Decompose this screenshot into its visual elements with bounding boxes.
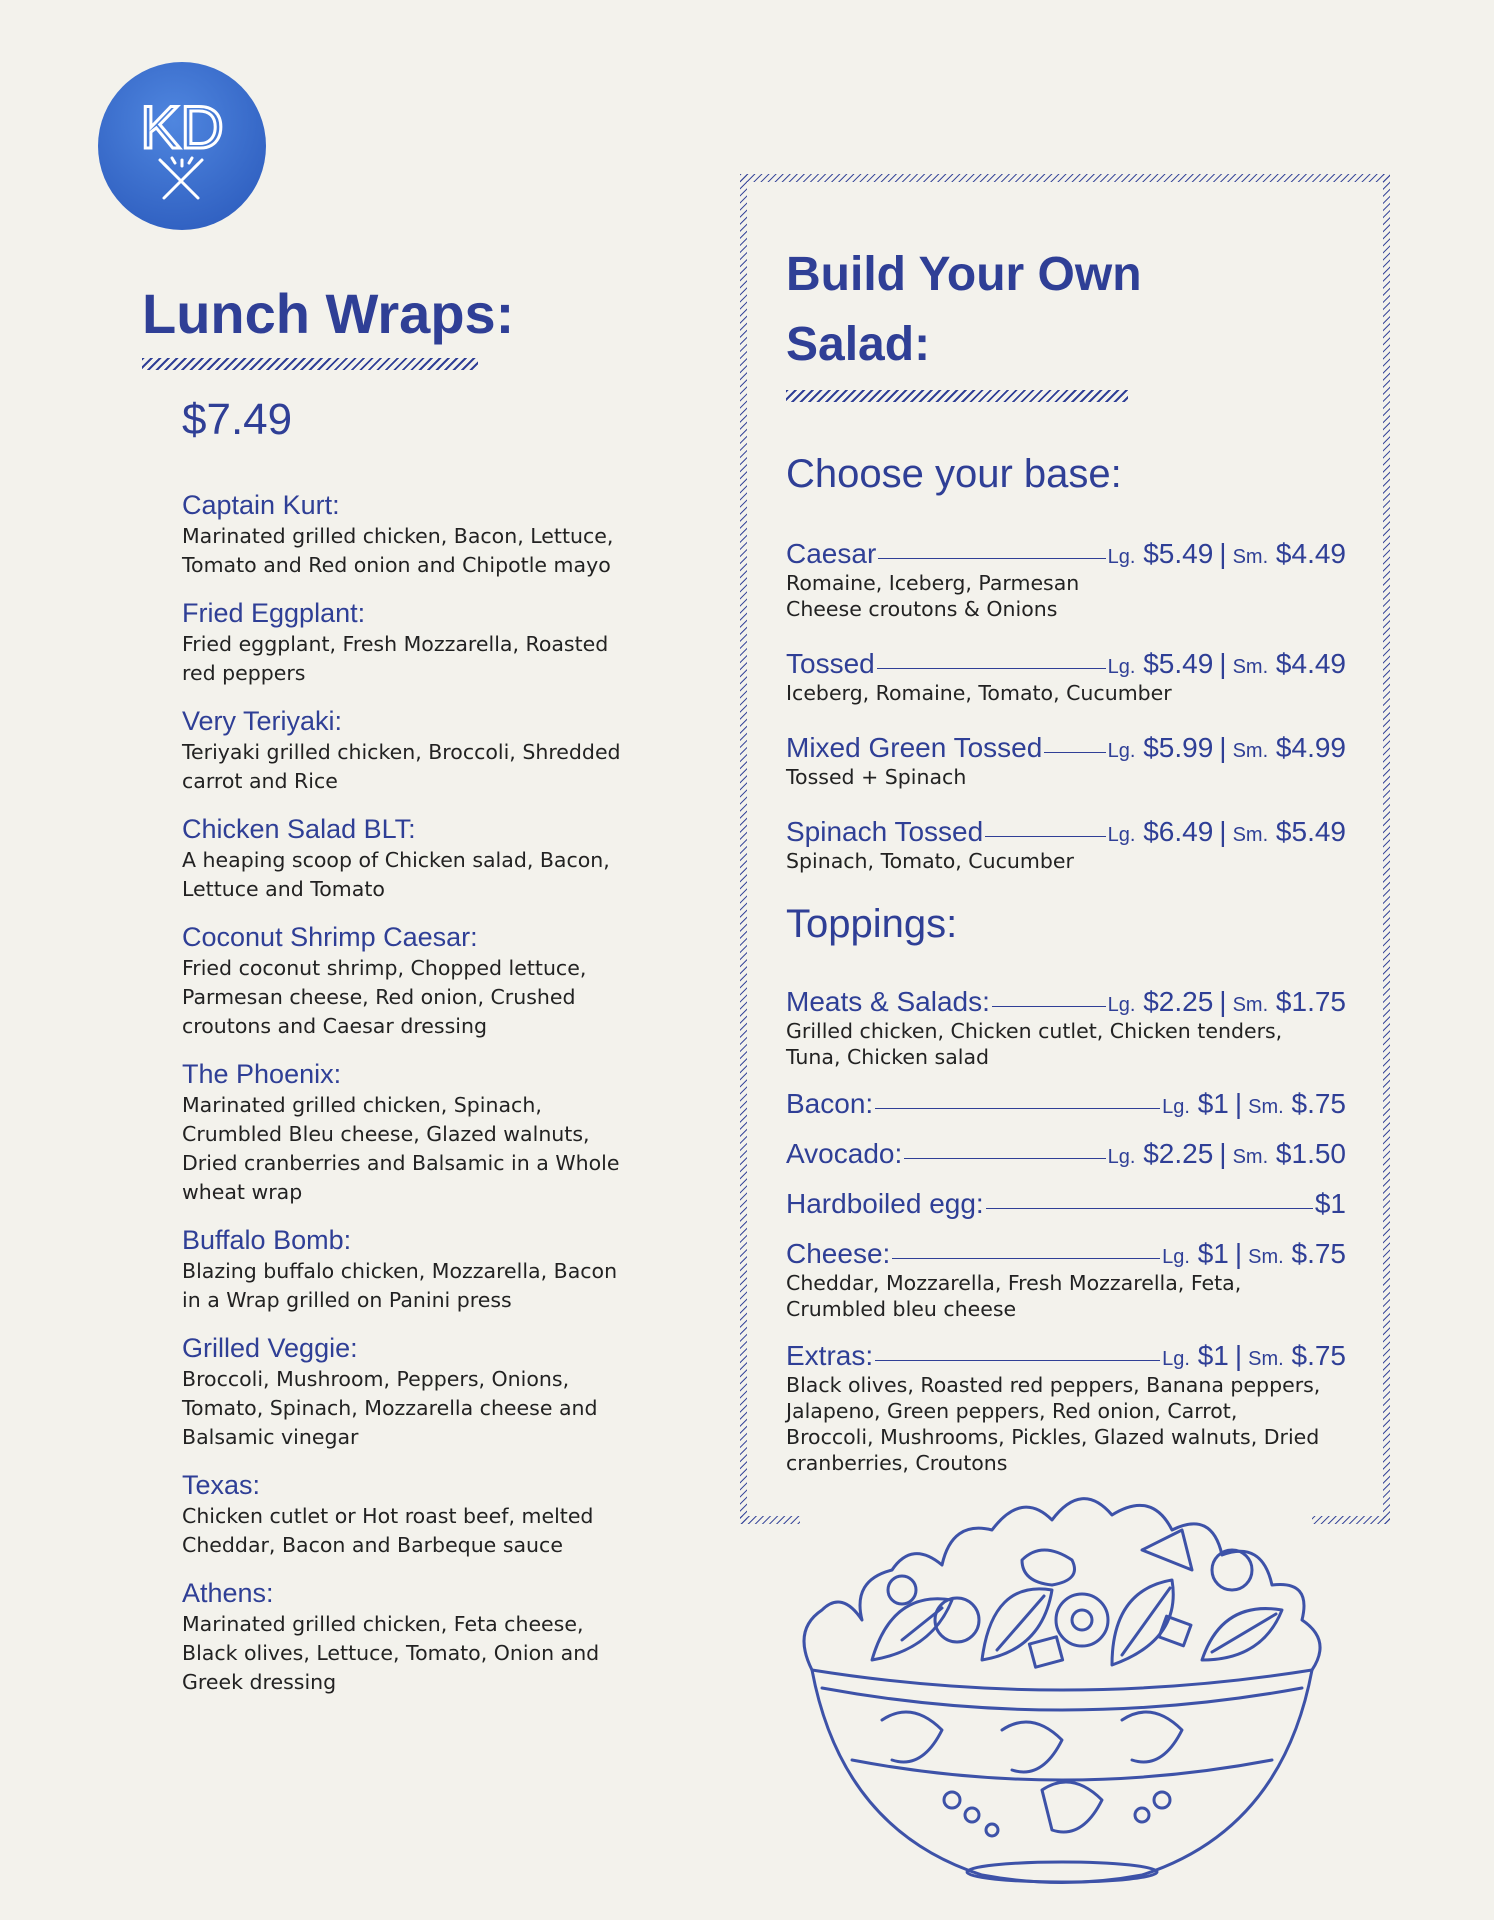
lg-price: $5.99 (1143, 732, 1214, 763)
item-prices (1108, 732, 1346, 764)
sm-price: $4.49 (1275, 538, 1346, 569)
wrap-name: Coconut Shrimp Caesar: (182, 922, 478, 952)
item-description: Spinach, Tomato, Cucumber (786, 849, 1074, 873)
lg-price: $1 (1197, 1340, 1229, 1371)
leader-line (992, 1006, 1106, 1007)
wrap-description: Broccoli, Mushroom, Peppers, Onions, Tomato, Spinach, Mozzarella cheese and Balsamic vinegar (182, 1367, 598, 1449)
wraps-price: $7.49 (182, 395, 293, 444)
sm-label: Sm. (1248, 1096, 1284, 1118)
leader-line (877, 668, 1106, 669)
lg-label: Lg. (1107, 546, 1136, 568)
wrap-name: Athens: (182, 1578, 274, 1608)
wrap-name: Grilled Veggie: (182, 1333, 358, 1363)
item-description: Grilled chicken, Chicken cutlet, Chicken tenders, Tuna, Chicken salad (786, 1019, 1283, 1069)
lg-price: $5.49 (1143, 648, 1214, 679)
item-name: Avocado: (786, 1138, 903, 1169)
leader-line (875, 1360, 1160, 1361)
wrap-item (182, 922, 662, 1041)
lg-label: Lg. (1107, 824, 1136, 846)
base-list (786, 538, 1346, 874)
lg-price: $6.49 (1143, 816, 1214, 847)
sm-price: $4.49 (1275, 648, 1346, 679)
item-prices (1108, 648, 1346, 680)
salad-bowl-illustration (782, 1470, 1342, 1890)
topping-item (786, 1188, 1346, 1220)
title-underline (142, 358, 478, 370)
sm-label: Sm. (1248, 1348, 1284, 1370)
item-name: Extras: (786, 1340, 874, 1371)
item-description: Iceberg, Romaine, Tomato, Cucumber (786, 681, 1172, 705)
sm-price: $1.50 (1275, 1138, 1346, 1169)
lg-price: $1 (1197, 1088, 1229, 1119)
item-description: Romaine, Iceberg, Parmesan Cheese croutons & Onions (786, 571, 1080, 621)
sm-price: $4.99 (1275, 732, 1346, 763)
price-separator: | (1219, 648, 1227, 679)
price-separator: | (1219, 538, 1227, 569)
item-name: Spinach Tossed (786, 816, 984, 847)
build-salad-box (740, 174, 1390, 1524)
logo-text: KD (140, 94, 224, 161)
wrap-item (182, 1333, 662, 1452)
wrap-description: Marinated grilled chicken, Spinach, Crumbled Bleu cheese, Glazed walnuts, Dried cranberries and Balsamic in a Whole wheat wrap (182, 1093, 620, 1204)
wrap-description: Chicken cutlet or Hot roast beef, melted Cheddar, Bacon and Barbeque sauce (182, 1504, 594, 1557)
leader-line (878, 558, 1105, 559)
price-separator: | (1219, 1138, 1227, 1169)
wrap-item (182, 598, 662, 688)
topping-item (786, 1138, 1346, 1170)
item-name: Bacon: (786, 1088, 874, 1119)
base-item (786, 648, 1346, 706)
wrap-item (182, 706, 662, 796)
price-separator: | (1219, 816, 1227, 847)
item-prices (1108, 1138, 1346, 1170)
item-description: Tossed + Spinach (786, 765, 967, 789)
lg-price: $1 (1314, 1188, 1346, 1219)
item-description: Cheddar, Mozzarella, Fresh Mozzarella, Feta, Crumbled bleu cheese (786, 1271, 1242, 1321)
wraps-list (182, 490, 662, 1697)
topping-item (786, 1340, 1346, 1476)
item-prices (1108, 538, 1346, 570)
wrap-description: Marinated grilled chicken, Bacon, Lettuce, Tomato and Red onion and Chipotle mayo (182, 524, 614, 577)
item-name: Mixed Green Tossed (786, 732, 1043, 763)
wrap-item (182, 814, 662, 904)
sm-label: Sm. (1232, 994, 1269, 1016)
item-prices (1108, 816, 1346, 848)
topping-item (786, 1238, 1346, 1322)
sm-label: Sm. (1232, 656, 1269, 678)
sm-price: $5.49 (1275, 816, 1346, 847)
sm-label: Sm. (1232, 824, 1269, 846)
leader-line (875, 1108, 1160, 1109)
lg-price: $5.49 (1143, 538, 1214, 569)
wrap-item (182, 1470, 662, 1560)
lg-label: Lg. (1107, 994, 1136, 1016)
item-name: Tossed (786, 648, 875, 679)
wrap-name: Texas: (182, 1470, 261, 1500)
base-item (786, 816, 1346, 874)
wrap-name: Very Teriyaki: (182, 706, 343, 736)
leader-line (986, 1208, 1313, 1209)
salad-title-underline (786, 390, 1128, 402)
wrap-description: Fried eggplant, Fresh Mozzarella, Roasted red peppers (182, 632, 609, 685)
sm-label: Sm. (1232, 740, 1269, 762)
leader-line (985, 836, 1105, 837)
sm-price: $.75 (1291, 1340, 1346, 1371)
wrap-description: Blazing buffalo chicken, Mozzarella, Bacon in a Wrap grilled on Panini press (182, 1259, 618, 1312)
item-name: Caesar (786, 538, 877, 569)
leader-line (892, 1258, 1160, 1259)
lg-label: Lg. (1107, 656, 1136, 678)
wrap-description: Fried coconut shrimp, Chopped lettuce, Parmesan cheese, Red onion, Crushed croutons and Caesar dressing (182, 956, 587, 1038)
lg-label: Lg. (1162, 1246, 1190, 1268)
lg-price: $1 (1197, 1238, 1229, 1269)
lg-label: Lg. (1107, 1146, 1136, 1168)
base-item (786, 732, 1346, 790)
sm-price: $.75 (1291, 1088, 1346, 1119)
leader-line (1044, 752, 1105, 753)
price-separator: | (1219, 986, 1227, 1017)
wrap-name: Chicken Salad BLT: (182, 814, 416, 844)
wrap-description: Marinated grilled chicken, Feta cheese, Black olives, Lettuce, Tomato, Onion and Greek dressing (182, 1612, 600, 1694)
item-name: Hardboiled egg: (786, 1188, 984, 1219)
sm-label: Sm. (1248, 1246, 1284, 1268)
item-prices (1108, 986, 1346, 1018)
wrap-item (182, 490, 662, 580)
item-prices (1162, 1340, 1346, 1372)
wrap-item (182, 1578, 662, 1697)
sm-label: Sm. (1232, 1146, 1269, 1168)
wrap-item (182, 1225, 662, 1315)
price-separator: | (1234, 1088, 1243, 1119)
sm-price: $1.75 (1275, 986, 1346, 1017)
wrap-item (182, 1059, 662, 1207)
base-item (786, 538, 1346, 622)
item-prices (1162, 1088, 1346, 1120)
choose-base-title: Choose your base: (786, 452, 1122, 496)
price-separator: | (1234, 1238, 1243, 1269)
kd-logo (98, 62, 266, 230)
wrap-description: A heaping scoop of Chicken salad, Bacon, Lettuce and Tomato (182, 848, 610, 901)
lg-label: Lg. (1162, 1096, 1190, 1118)
item-prices (1162, 1238, 1346, 1270)
leader-line (904, 1158, 1105, 1159)
lg-price: $2.25 (1143, 1138, 1214, 1169)
item-description: Black olives, Roasted red peppers, Banana peppers, Jalapeno, Green peppers, Red onion, Carrot, Broccoli, Mushrooms, Pickles, Glazed walnuts, Dried cranberries, Croutons (786, 1373, 1321, 1475)
wrap-name: The Phoenix: (182, 1059, 342, 1089)
lunch-wraps-title: Lunch Wraps: (142, 282, 515, 345)
item-prices (1315, 1188, 1346, 1220)
lg-label: Lg. (1162, 1348, 1190, 1370)
lunch-wraps-section (142, 280, 662, 1715)
lg-label: Lg. (1107, 740, 1136, 762)
lg-price: $2.25 (1143, 986, 1214, 1017)
item-name: Meats & Salads: (786, 986, 990, 1017)
toppings-list (786, 986, 1346, 1476)
wrap-name: Buffalo Bomb: (182, 1225, 352, 1255)
build-salad-title: Build Your Own Salad: (786, 248, 1142, 371)
topping-item (786, 986, 1346, 1070)
topping-item (786, 1088, 1346, 1120)
toppings-title: Toppings: (786, 902, 958, 946)
wrap-name: Fried Eggplant: (182, 598, 366, 628)
item-name: Cheese: (786, 1238, 891, 1269)
wrap-name: Captain Kurt: (182, 490, 340, 520)
price-separator: | (1219, 732, 1227, 763)
price-separator: | (1234, 1340, 1243, 1371)
sm-price: $.75 (1291, 1238, 1346, 1269)
sm-label: Sm. (1232, 546, 1269, 568)
wrap-description: Teriyaki grilled chicken, Broccoli, Shredded carrot and Rice (182, 740, 621, 793)
